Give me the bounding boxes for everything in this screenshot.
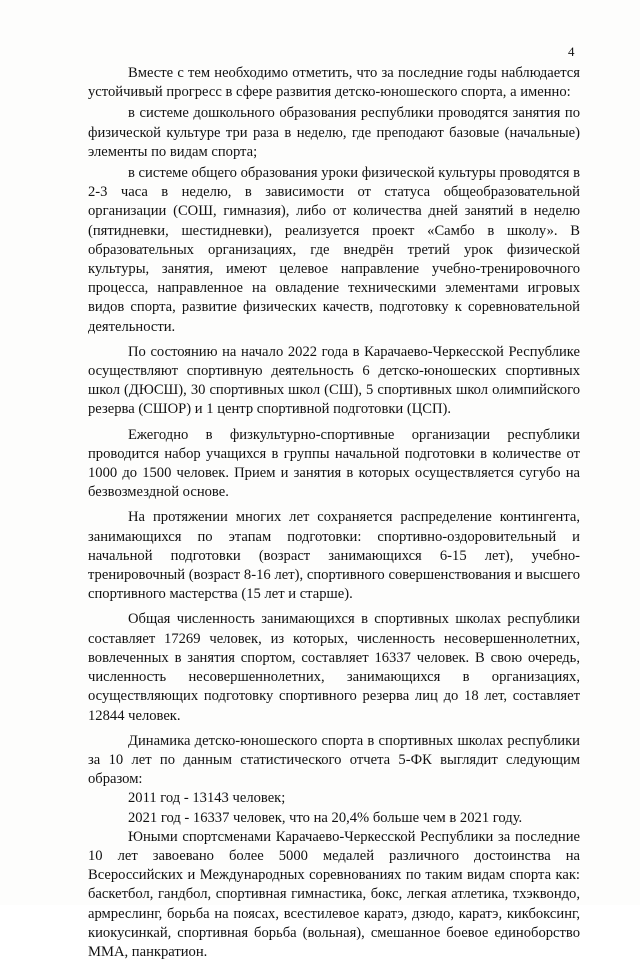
paragraph-preschool: в системе дошкольного образования республики проводятся занятия по физической культуре три раза в неделю, где преподают базовые (начальные) элементы по видам спорта; [88, 105, 580, 160]
page-number: 4 [568, 44, 575, 59]
paragraph-general-education: в системе общего образования уроки физической культуры проводятся в 2-3 часа в неделю, в зависимости от статуса общеобразовательной организации (СОШ, гимназия), либо от количества дней занятий в неделю (пятидневки, шестидневки), реализуется проект «Самбо в школу». В образовательных организациях, где внедрён третий урок физической культуры, занятия, имеют целевое направление учебно-тренировочного процесса, направленное на овладение техническими элементами игровых видов спорта, развитие физических качеств, подготовку к соревновательной деятельности. [88, 165, 580, 335]
stat-line-2011: 2011 год - 13143 человек; [128, 790, 286, 807]
paragraph-sports-schools: По состоянию на начало 2022 года в Карачаево-Черкесской Республике осуществляют спортивную деятельность 6 детско-юношеских спортивных школ (ДЮСШ), 30 спортивных школ (СШ), 5 спортивных школ олимпийского резерва (СШОР) и 1 центр спортивной подготовки (ЦСП). [88, 343, 580, 418]
paragraph-enrollment: Ежегодно в физкультурно-спортивные организации республики проводится набор учащихся в группы начальной подготовки в количестве от 1000 до 1500 человек. Прием и занятия в которых осуществляется сугубо на безвозмездной основе. [88, 426, 580, 501]
paragraph-training-stages: На протяжении многих лет сохраняется распределение контингента, занимающихся по этапам подготовки: спортивно-оздоровительный и начальной подготовки (возраст занимающихся 6-15 лет), учебно-тренировочный (возраст 8-16 лет), спортивного совершенствования и высшего спортивного мастерства (15 лет и старше). [88, 509, 580, 603]
paragraph-dynamics: Динамика детско-юношеского спорта в спортивных школах республики за 10 лет по данным статистического отчета 5-ФК выглядит следующим образом: [88, 732, 580, 788]
paragraph-intro: Вместе с тем необходимо отметить, что за последние годы наблюдается устойчивый прогресс в сфере развития детско-юношеского спорта, а именно: [88, 65, 580, 101]
stat-line-2021: 2021 год - 16337 человек, что на 20,4% больше чем в 2021 году. [128, 809, 523, 826]
document-body [88, 64, 580, 962]
paragraph-total-count: Общая численность занимающихся в спортивных школах республики составляет 17269 человек, из которых, численность несовершеннолетних, вовлеченных в занятия спортом, составляет 16337 человек. В свою очередь, численность несовершеннолетних, занимающихся в организациях, осуществляющих подготовку спортивного резерва лиц до 18 лет, составляет 12844 человек. [88, 611, 580, 724]
paragraph-medals: Юными спортсменами Карачаево-Черкесской Республики за последние 10 лет завоевано более 5000 медалей различного достоинства на Всероссийских и Международных соревнованиях по таким видам спорта как: баскетбол, гандбол, спортивная гимнастика, бокс, легкая атлетика, тхэквондо, армреслинг, борьба на поясах, всестилевое каратэ, дзюдо, каратэ, кикбоксинг, киокусинкай, спортивная борьба (вольная), смешанное боевое единоборство ММА, панкратион. [88, 828, 580, 960]
